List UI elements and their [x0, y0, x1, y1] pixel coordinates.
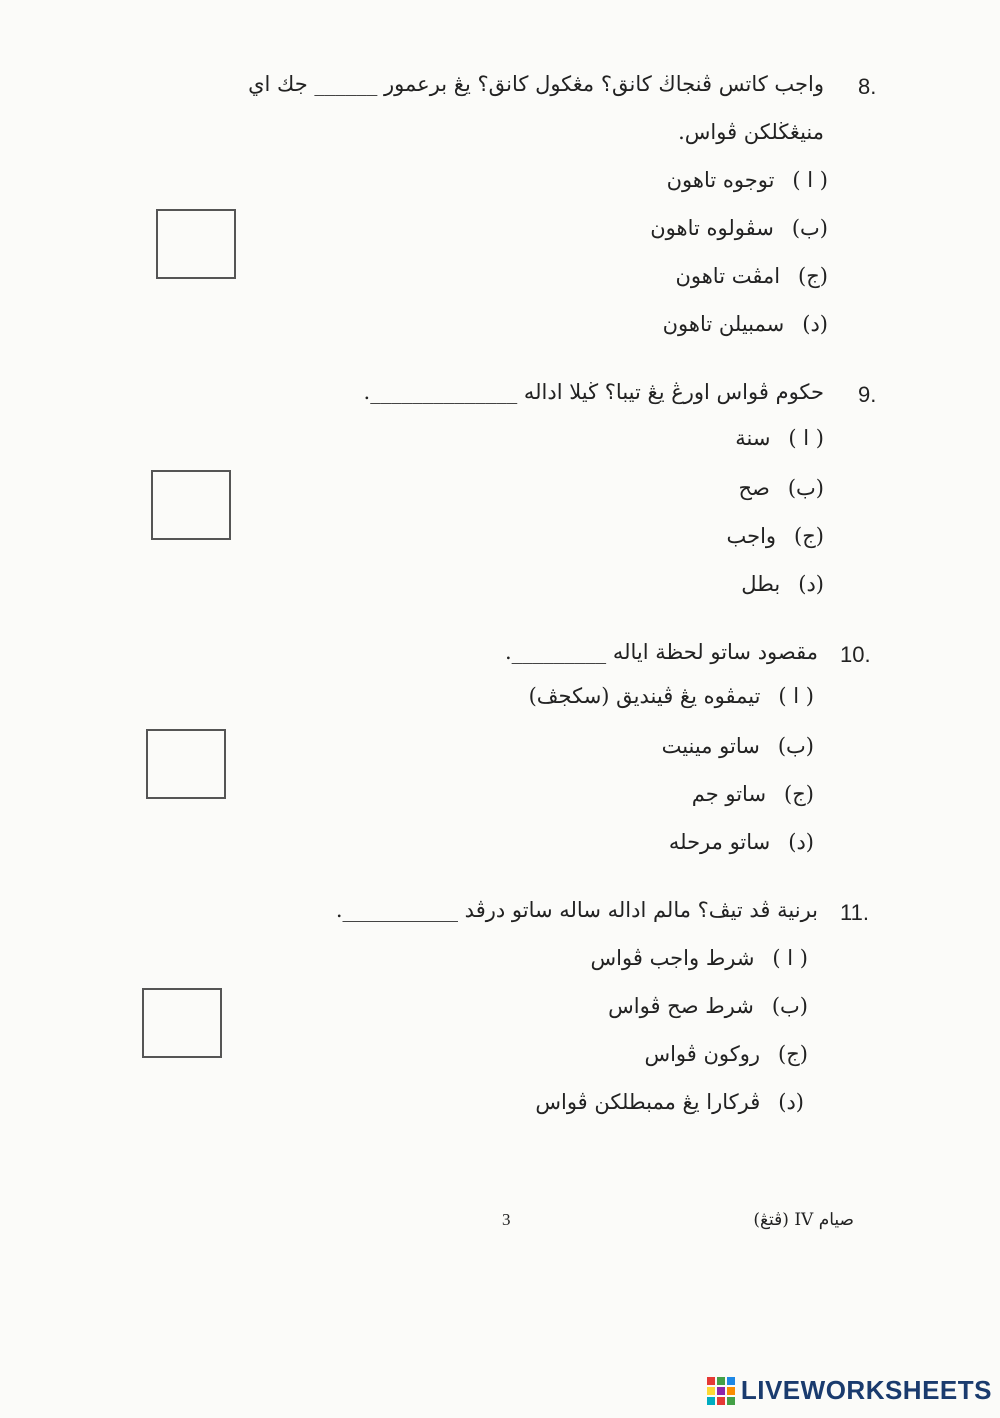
option-text: بطل — [741, 572, 781, 596]
option-b — [738, 476, 824, 500]
answer-box[interactable] — [151, 470, 231, 540]
logo-square — [727, 1387, 735, 1395]
question-number: 8. — [858, 74, 877, 99]
option-label: (ب) — [771, 994, 808, 1018]
subject-label: صيام IV (ڤتڠ) — [753, 1210, 854, 1230]
option-text: واجب — [726, 524, 777, 548]
option-text: سڤولوه تاهون — [650, 216, 774, 240]
option-d — [669, 830, 814, 854]
option-b — [608, 994, 808, 1018]
liveworksheets-logo-icon — [707, 1377, 735, 1405]
option-label: (ب) — [791, 216, 828, 240]
option-label: (ج) — [798, 264, 828, 288]
option-b — [662, 734, 814, 758]
option-text: شرط واجب ڤواس — [590, 946, 755, 970]
logo-square — [727, 1377, 735, 1385]
option-text: روكون ڤواس — [644, 1042, 761, 1066]
option-text: سنة — [735, 426, 771, 450]
option-label: ( ا ) — [792, 168, 828, 192]
answer-box[interactable] — [146, 729, 226, 799]
logo-square — [727, 1397, 735, 1405]
question-stem: مقصود ساتو لحظة اياله _________. — [504, 640, 818, 664]
option-label: ( ا ) — [772, 946, 808, 970]
option-label: (ج) — [778, 1042, 808, 1066]
option-a — [667, 168, 828, 192]
option-text: شرط صح ڤواس — [608, 994, 754, 1018]
option-text: سمبيلن تاهون — [662, 312, 785, 336]
option-d — [663, 312, 828, 336]
option-c — [644, 1042, 808, 1066]
question-stem: حكوم ڤواس اورڠ يڠ تيبا؟ ڬيلا اداله ______________. — [363, 380, 824, 404]
option-label: (د) — [798, 572, 824, 596]
logo-square — [717, 1387, 725, 1395]
option-label: (د) — [788, 830, 814, 854]
option-label: (د) — [778, 1090, 804, 1114]
logo-square — [707, 1387, 715, 1395]
option-label: ( ا ) — [788, 426, 824, 450]
option-text: ساتو مرحله — [668, 830, 771, 854]
option-text: ساتو جم — [691, 782, 767, 806]
question-stem: برنية ڤد تيڤ؟ مالم اداله ساله ساتو درڤد ___________. — [335, 898, 818, 922]
logo-square — [707, 1377, 715, 1385]
question-stem-continued: منيڠڬلكن ڤواس. — [678, 120, 824, 144]
question-stem: واجب كاتس ڤنجاڬ كانق؟ مڠكول كانق؟ يڠ برعمور ______ جك اي — [248, 72, 824, 96]
option-label: (ج) — [784, 782, 814, 806]
logo-square — [717, 1397, 725, 1405]
option-d — [741, 572, 824, 596]
question-number: 10. — [840, 642, 871, 667]
option-a — [735, 426, 824, 450]
option-text: تيمڤوه يڠ ڤينديق (سكجڤ) — [528, 684, 761, 708]
option-text: ساتو مينيت — [661, 734, 760, 758]
question-number: 9. — [858, 382, 877, 407]
answer-box[interactable] — [156, 209, 236, 279]
option-a — [529, 684, 814, 708]
option-label: (ب) — [787, 476, 824, 500]
option-label: (د) — [802, 312, 828, 336]
option-label: ( ا ) — [778, 684, 814, 708]
option-label: (ب) — [777, 734, 814, 758]
option-text: توجوه تاهون — [666, 168, 775, 192]
option-c — [692, 782, 814, 806]
option-b — [650, 216, 828, 240]
option-c — [675, 264, 828, 288]
option-text: امڤت تاهون — [675, 264, 781, 288]
option-c — [726, 524, 824, 548]
liveworksheets-brand — [707, 1375, 992, 1406]
option-text: صح — [738, 476, 770, 500]
page-number: 3 — [502, 1210, 511, 1229]
logo-square — [707, 1397, 715, 1405]
brand-name: LIVEWORKSHEETS — [740, 1375, 992, 1405]
option-text: ڤركارا يڠ ممبطلكن ڤواس — [535, 1090, 761, 1114]
logo-square — [717, 1377, 725, 1385]
question-number: 11. — [840, 900, 869, 925]
option-a — [591, 946, 808, 970]
option-d — [535, 1090, 804, 1114]
answer-box[interactable] — [142, 988, 222, 1058]
option-label: (ج) — [794, 524, 824, 548]
